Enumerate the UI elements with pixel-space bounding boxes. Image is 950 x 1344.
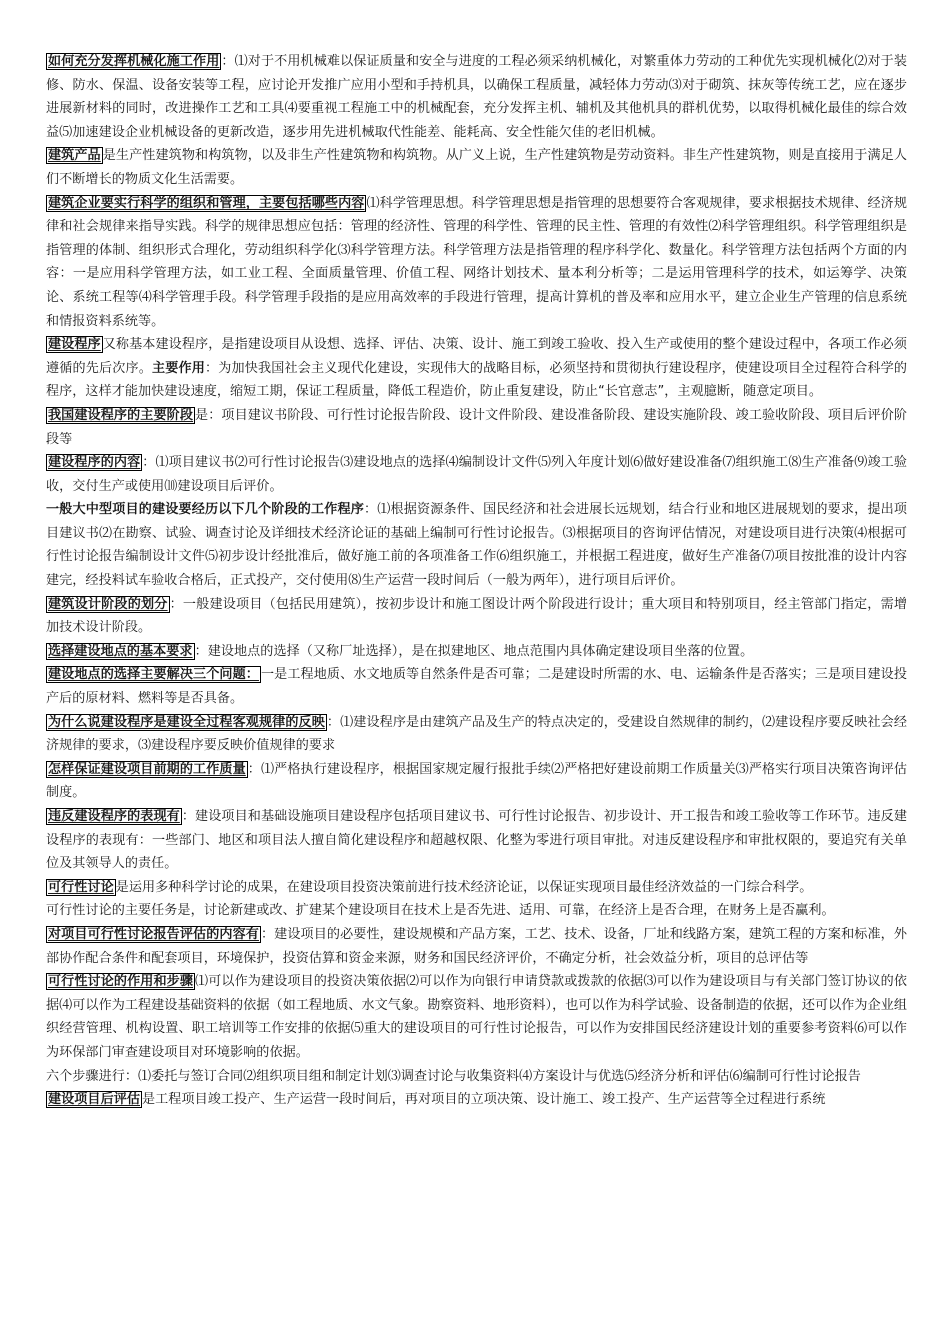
term-heading: 违反建设程序的表现有 <box>48 809 180 824</box>
paragraph-feasibility-role <box>46 970 907 1064</box>
paragraph-text: ：⑴根据资源条件、国民经济和社会进展长远规划，结合行业和地区进展规划的要求，提出项目建议书⑵在勘察、试验、调查讨论及详细技术经济论证的基础上编制可行性讨论报告。⑶根据项目的咨询评估情况，对建设项目进行决策⑷根据可行性讨论报告编制设计文件⑸初步设计经批准后，做好施工前的各项准备工作⑹组织施工，并根据工程进度，做好生产准备⑺项目按批准的设计内容建完，经投料试车验收合格后，正式投产，交付使用⑻生产运营一段时间后（一般为两年），进行项目后评价。 <box>46 502 907 589</box>
paragraph-text: ⑴可以作为建设项目的投资决策依据⑵可以作为向银行申请贷款或拨款的依据⑶可以作为建设项目与有关部门签订协议的依据⑷可以作为工程建设基础资料的依据（如工程地质、水文气象。勘察资料、地形资料），也可以作为科学试验、设备制造的依据，还可以作为企业组织经营管理、机构设置、职工培训等工作安排的依据⑸重大的建设项目的可行性讨论报告，可以作为安排国民经济建设计划的重要参考资料⑹可以作为环保部门审查建设项目对环境影响的依据。 <box>46 974 907 1060</box>
term-heading: 建设地点的选择主要解决三个问题： <box>48 667 259 683</box>
paragraph-main-stages <box>46 404 907 451</box>
term-heading: 怎样保证建设项目前期的工作质量 <box>48 761 246 777</box>
term-heading: 建筑企业要实行科学的组织和管理，主要包括哪些内容 <box>48 195 365 211</box>
term-heading: 如何充分发挥机械化施工作用 <box>48 54 220 69</box>
paragraph-violations <box>46 805 907 876</box>
paragraph-text: 又称基本建设程序，是指建设项目从设想、选择、评估、决策、设计、施工到竣工验收、投入生产或使用的整个建设过程中，各项工作必须遵循的先后次序。 <box>46 337 908 376</box>
paragraph-procedure-content <box>46 451 907 498</box>
paragraph-text: 是：项目建议书阶段、可行性讨论报告阶段、设计文件阶段、建设准备阶段、建设实施阶段、竣工验收阶段、项目后评价阶段等 <box>46 407 907 447</box>
paragraph-large-project-stages <box>46 498 907 592</box>
term-heading: 我国建设程序的主要阶段 <box>48 407 194 423</box>
paragraph-site-problems <box>46 663 907 710</box>
paragraph-site-requirements <box>46 640 907 664</box>
term-heading: 建设程序 <box>48 337 101 353</box>
paragraph-text: ：建设地点的选择（又称厂址选择），是在拟建地区、地点范围内具体确定建设项目坐落的位置。 <box>194 643 754 659</box>
paragraph-text: 是生产性建筑物和构筑物，以及非生产性建筑物和构筑物。从广义上说，生产性建筑物是劳动资料。非生产性建筑物，则是直接用于满足人们不断增长的物质文化生活需要。 <box>46 148 908 187</box>
paragraph-feasibility-evaluation <box>46 923 907 970</box>
paragraph-text: ⑴科学管理思想。科学管理思想是指管理的思想要符合客观规律，要求根据技术规律、经济规律和社会规律来指导实践。科学的规律思想应包括：管理的经济性、管理的科学性、管理的民主性、管理的有效性⑵科学管理组织。科学管理组织是指管理的体制、组织形式合理化，劳动组织科学化⑶科学管理方法。科学管理方法是指管理的程序科学化、数量化。科学管理方法包括两个方面的内容：一是应用科学管理方法，如工业工程、全面质量管理、价值工程、网络计划技术、量本利分析等；二是运用管理科学的技术，如运筹学、决策论、系统工程等⑷科学管理手段。科学管理手段指的是应用高效率的手段进行管理，提高计算机的普及率和应用水平，建立企业生产管理的信息系统和情报资料系统等。 <box>46 195 907 329</box>
term-heading: 选择建设地点的基本要求 <box>48 643 193 659</box>
paragraph-text: 六个步骤进行：⑴委托与签订合同⑵组织项目组和制定计划⑶调查讨论与收集资料⑷方案设计与优选⑸经济分析和评估⑹编制可行性讨论报告 <box>46 1068 861 1084</box>
paragraph-text: ：⑴严格执行建设程序，根据国家规定履行报批手续⑵严格把好建设前期工作质量关⑶严格实行项目决策咨询评估制度。 <box>46 761 907 801</box>
term-heading: 建设程序的内容 <box>48 455 141 471</box>
paragraph-scientific-management <box>46 192 907 334</box>
paragraph-text: ：⑴项目建议书⑵可行性讨论报告⑶建设地点的选择⑷编制设计文件⑸列入年度计划⑹做好建设准备⑺组织施工⑻生产准备⑼竣工验收，交付生产或使用⑽建设项目后评价。 <box>46 455 907 494</box>
paragraph-text: ：一般建设项目（包括民用建筑），按初步设计和施工图设计两个阶段进行设计；重大项目和特别项目，经主管部门指定，需增加技术设计阶段。 <box>46 596 907 636</box>
paragraph-text: 可行性讨论的主要任务是，讨论新建或改、扩建某个建设项目在技术上是否先进、适用、可靠，在经济上是否合理，在财务上是否赢利。 <box>46 903 835 919</box>
paragraph-text: 是运用多种科学讨论的成果，在建设项目投资决策前进行技术经济论证，以保证实现项目最佳经济效益的一门综合科学。 <box>115 879 813 895</box>
paragraph-text: ：为加快我国社会主义现代化建设，实现伟大的战略目标，必须坚持和贯彻执行建设程序，使建设项目全过程符合科学的程序，这样才能加快建设速度，缩短工期，保证工程质量，降低工程造价，防止重复建设，防止“长官意志”，主观臆断，随意定项目。 <box>46 360 907 400</box>
paragraph-text: 一是工程地质、水文地质等自然条件是否可靠；二是建设时所需的水、电、运输条件是否落实；三是项目建设投产后的原材料、燃料等是否具备。 <box>46 667 907 707</box>
term-heading: 建设项目后评估 <box>48 1092 141 1108</box>
paragraph-construction-procedure <box>46 333 907 404</box>
term-heading: 建筑设计阶段的划分 <box>48 596 168 612</box>
term-inline: 主要作用 <box>151 360 205 376</box>
term-heading: 可行性讨论的作用和步骤 <box>48 974 194 990</box>
paragraph-text: ：建设项目的必要性，建设规模和产品方案，工艺、技术、设备，厂址和线路方案，建筑工程的方案和标准，外部协作配合条件和配套项目，环境保护，投资估算和资金来源，财务和国民经济评价，不确定分析，社会效益分析，项目的总评估等 <box>46 926 907 966</box>
paragraph-text: ：建设项目和基础设施项目建设程序包括项目建议书、可行性讨论报告、初步设计、开工报告和竣工验收等工作环节。违反建设程序的表现有：一些部门、地区和项目法人擅自简化建设程序和超越权限、化整为零进行项目审批。对违反建设程序和审批权限的，要追究有关单位及其领导人的责任。 <box>46 809 908 872</box>
paragraph-post-evaluation <box>46 1088 907 1112</box>
paragraph-design-phases <box>46 593 907 640</box>
paragraph-early-quality <box>46 758 907 805</box>
paragraph-feasibility-study <box>46 876 907 900</box>
term-heading: 为什么说建设程序是建设全过程客观规律的反映 <box>48 714 325 730</box>
term-heading: 可行性讨论 <box>48 879 114 895</box>
term-heading: 对项目可行性讨论报告评估的内容有 <box>48 926 259 942</box>
paragraph-six-steps <box>46 1065 907 1089</box>
term-heading: 一般大中型项目的建设要经历以下几个阶段的工作程序 <box>46 502 364 518</box>
paragraph-feasibility-task <box>46 899 907 923</box>
paragraph-mechanization <box>46 50 907 144</box>
paragraph-objective-law <box>46 711 907 758</box>
paragraph-building-product <box>46 144 907 191</box>
paragraph-text: ：⑴建设程序是由建筑产品及生产的特点决定的，受建设自然规律的制约，⑵建设程序要反映社会经济规律的要求，⑶建设程序要反映价值规律的要求 <box>46 714 907 754</box>
paragraph-text: ：⑴对于不用机械难以保证质量和安全与进度的工程必须采纳机械化，对繁重体力劳动的工种优先实现机械化⑵对于装修、防水、保温、设备安装等工程，应讨论开发推广应用小型和手持机具，以确保工程质量，减轻体力劳动⑶对于砌筑、抹灰等传统工艺，应在逐步进展新材料的同时，改进操作工艺和工具⑷要重视工程施工中的机械配套，充分发挥主机、辅机及其他机具的群机优势，以取得机械化最佳的综合效益⑸加速建设企业机械设备的更新改造，逐步用先进机械取代性能差、能耗高、安全性能欠佳的老旧机械。 <box>46 54 907 140</box>
paragraph-text: 是工程项目竣工投产、生产运营一段时间后，再对项目的立项决策、设计施工、竣工投产、生产运营等全过程进行系统 <box>142 1092 826 1108</box>
term-heading: 建筑产品 <box>48 148 101 164</box>
